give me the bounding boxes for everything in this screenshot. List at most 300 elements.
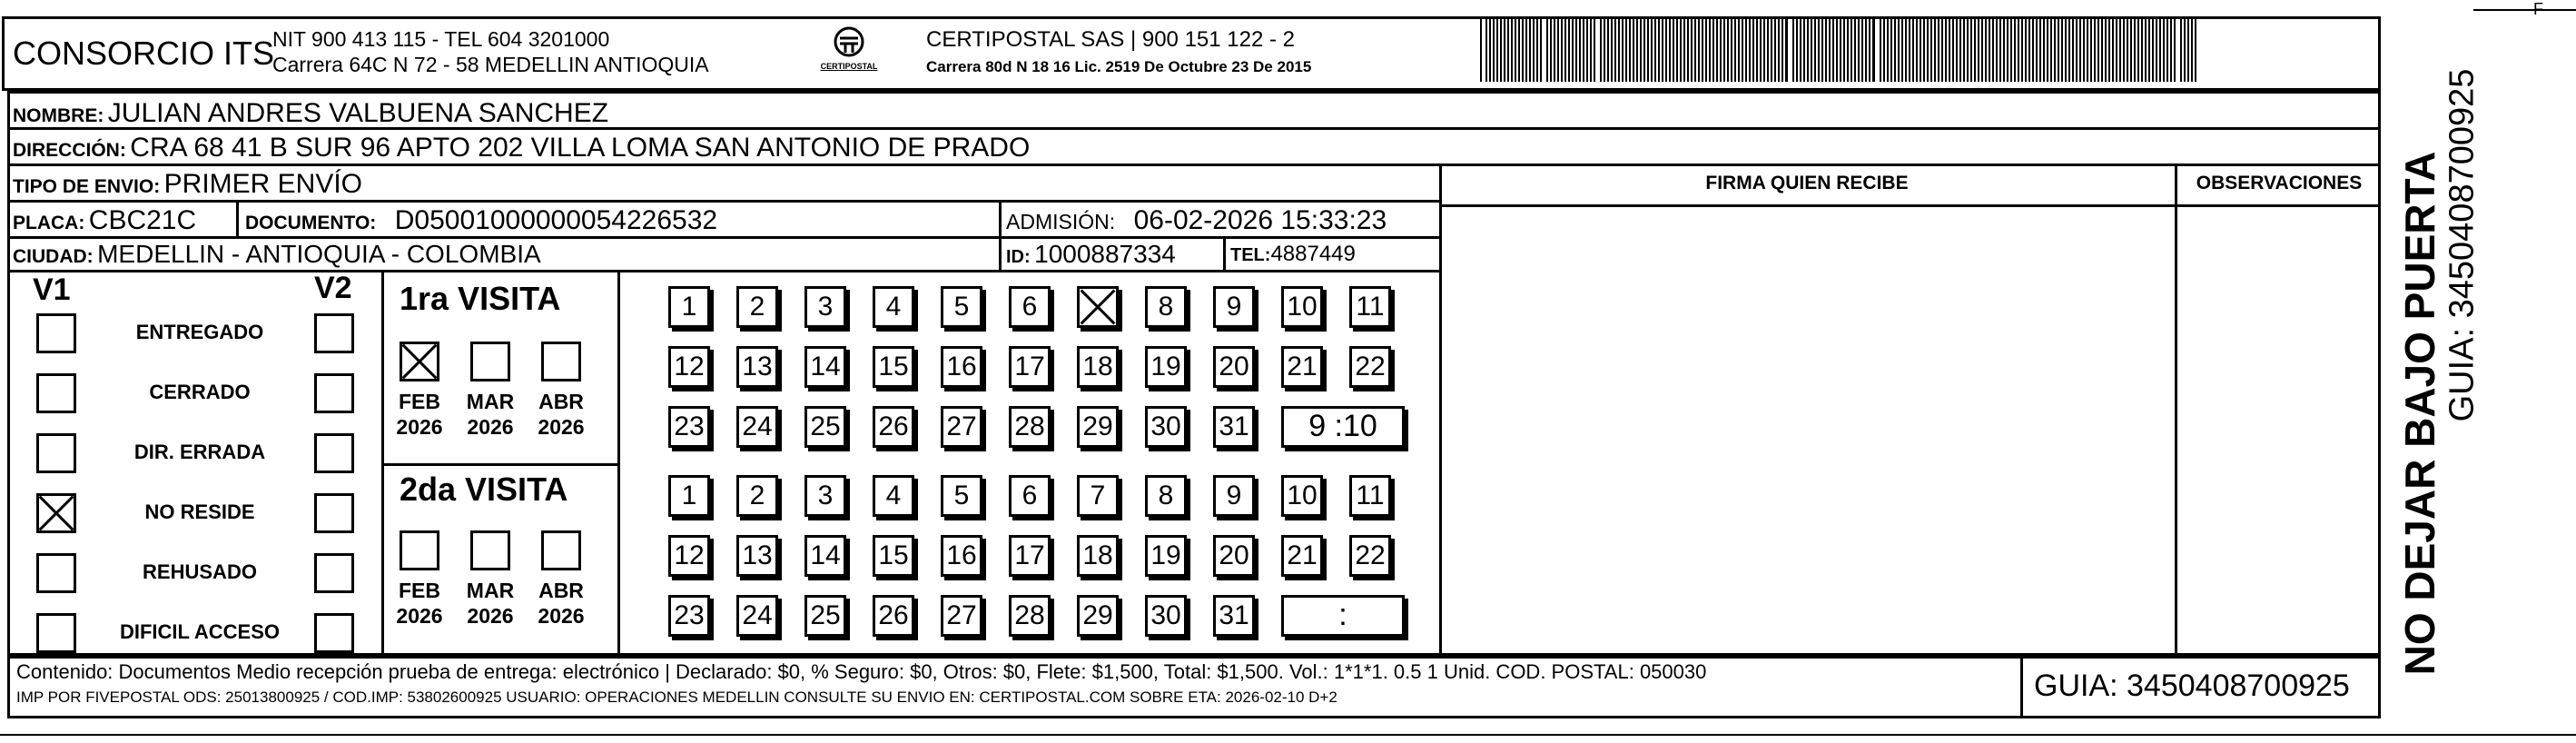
v1-checkbox[interactable] (36, 553, 76, 593)
day-box[interactable]: 4 (873, 286, 914, 328)
day-box-checked[interactable] (1077, 286, 1119, 328)
barcode-bar (2094, 18, 2096, 82)
month-year: 2026 (467, 415, 514, 439)
day-box[interactable]: 23 (668, 595, 710, 637)
barcode-bar (1927, 18, 1929, 82)
day-box[interactable]: 24 (736, 595, 778, 637)
v2-checkbox[interactable] (314, 553, 354, 593)
barcode-bar (1607, 18, 1609, 82)
barcode-bar (1999, 18, 2001, 82)
nombre-label: NOMBRE: (13, 105, 104, 126)
barcode-bar (1778, 18, 1780, 82)
tel-row (1230, 242, 1356, 267)
certipostal-logo (813, 24, 885, 80)
v2-checkbox[interactable] (314, 493, 354, 533)
barcode-bar (1992, 18, 1994, 82)
barcode-bar (1978, 18, 1979, 82)
day-box[interactable]: 1 (668, 286, 710, 328)
tel-label: TEL: (1230, 245, 1271, 265)
barcode-bar (1941, 18, 1943, 82)
barcode-bar (1622, 18, 1624, 82)
barcode-bar (2148, 18, 2150, 82)
barcode-bar (1861, 18, 1863, 82)
documento-row (245, 205, 717, 236)
v2-checkbox[interactable] (314, 613, 354, 653)
barcode-bar (1905, 18, 1907, 82)
barcode-bar (1974, 18, 1976, 82)
time-box[interactable]: : (1281, 595, 1405, 637)
day-box[interactable]: 8 (1145, 286, 1187, 328)
day-box[interactable]: 17 (1009, 346, 1051, 388)
barcode-bar (2134, 18, 2136, 82)
day-box[interactable]: 29 (1077, 595, 1119, 637)
barcode-bar (2184, 18, 2186, 82)
barcode-bar (2116, 18, 2117, 82)
v1-checkbox[interactable] (36, 613, 76, 653)
barcode-bar (1712, 18, 1714, 82)
barcode-bar (1901, 18, 1903, 82)
barcode-bar (1561, 18, 1563, 82)
day-box[interactable]: 20 (1213, 535, 1255, 577)
barcode-bar (1981, 18, 1983, 82)
v2-checkbox[interactable] (314, 433, 354, 473)
admision-label: ADMISIÓN: (1006, 210, 1116, 233)
barcode-bar (2043, 18, 2045, 82)
barcode-bar (1522, 18, 1524, 82)
day-box[interactable]: 30 (1145, 595, 1187, 637)
barcode-bar (1749, 18, 1751, 82)
barcode-bar (1858, 18, 1860, 82)
barcode-bar (1550, 18, 1552, 82)
barcode-bar (2061, 18, 2063, 82)
barcode-bar (2127, 18, 2128, 82)
v1-checkbox[interactable] (36, 313, 76, 353)
barcode-bar (1781, 18, 1783, 82)
barcode-bar (2087, 18, 2088, 82)
barcode-bar (2141, 18, 2143, 82)
month-label: MAR (466, 390, 515, 413)
documento-label: DOCUMENTO: (245, 213, 377, 233)
id-value: 1000887334 (1034, 240, 1176, 268)
day-box[interactable]: 31 (1213, 595, 1255, 637)
day-box[interactable]: 23 (668, 406, 710, 448)
day-box[interactable]: 27 (941, 595, 982, 637)
barcode-bar (1529, 18, 1531, 82)
day-box[interactable]: 28 (1009, 406, 1051, 448)
day-box[interactable]: 3 (804, 286, 846, 328)
v1-label: V1 (33, 272, 71, 307)
day-box[interactable]: 28 (1009, 595, 1051, 637)
day-box[interactable]: 15 (873, 346, 914, 388)
company-info-line1: NIT 900 413 115 - TEL 604 3201000 (272, 27, 610, 51)
barcode-bar (1807, 18, 1809, 82)
barcode-bar (1480, 18, 1482, 82)
barcode-bar (1698, 18, 1700, 82)
barcode-bar (1564, 18, 1566, 82)
footer-frame (7, 653, 2381, 718)
barcode-bar (1945, 18, 1947, 82)
day-box[interactable]: 12 (668, 346, 710, 388)
barcode-bar (2058, 18, 2059, 82)
barcode-bar (1694, 18, 1696, 82)
barcode-bar (1949, 18, 1950, 82)
barcode-bar (2097, 18, 2099, 82)
barcode-bar (1536, 18, 1538, 82)
barcode-bar (1745, 18, 1747, 82)
day-box[interactable]: 21 (1281, 535, 1323, 577)
certipostal-logo-icon (813, 24, 885, 80)
firma-header: FIRMA QUIEN RECIBE (1705, 173, 1909, 193)
day-box[interactable]: 14 (804, 346, 846, 388)
barcode-bar (1869, 18, 1870, 82)
barcode-bar (1956, 18, 1958, 82)
barcode-bar (1883, 18, 1885, 82)
company-name: CONSORCIO ITS (13, 35, 275, 72)
day-box[interactable]: 31 (1213, 406, 1255, 448)
v2-checkbox[interactable] (314, 373, 354, 413)
barcode-bar (1511, 18, 1513, 82)
barcode-bar (2152, 18, 2154, 82)
day-box[interactable]: 10 (1281, 475, 1323, 517)
barcode-bar (1676, 18, 1678, 82)
visit1-title: 1ra VISITA (400, 280, 561, 317)
barcode-bar (1970, 18, 1972, 82)
month-year: 2026 (538, 415, 585, 439)
month-checkbox[interactable] (470, 530, 510, 570)
barcode-bar (2174, 18, 2176, 82)
day-box[interactable]: 3 (804, 475, 846, 517)
barcode-bar (2145, 18, 2147, 82)
status-label: NO RESIDE (144, 500, 255, 523)
barcode-bar (1894, 18, 1896, 82)
month-checkbox[interactable] (400, 342, 439, 381)
barcode-bar (2054, 18, 2056, 82)
barcode-bar (1720, 18, 1722, 82)
barcode-bar (1909, 18, 1910, 82)
barcode-bar (1989, 18, 1990, 82)
barcode-bar (2101, 18, 2103, 82)
nombre-row (13, 98, 608, 129)
barcode-bar (1702, 18, 1703, 82)
documento-value: D05001000000054226532 (394, 205, 718, 235)
barcode-bar (1568, 18, 1570, 82)
status-label: REHUSADO (143, 560, 257, 583)
barcode-bar (1611, 18, 1613, 82)
barcode-bar (1515, 18, 1516, 82)
day-box[interactable]: 16 (941, 535, 982, 577)
nombre-value: JULIAN ANDRES VALBUENA SANCHEZ (107, 98, 609, 128)
day-box[interactable]: 29 (1077, 406, 1119, 448)
barcode-bar (2072, 18, 2074, 82)
day-box[interactable]: 26 (873, 595, 914, 637)
barcode-bar (1767, 18, 1769, 82)
barcode-bar (2090, 18, 2092, 82)
barcode-bar (1629, 18, 1631, 82)
barcode-bar (1847, 18, 1849, 82)
barcode-bar (2014, 18, 2016, 82)
barcode-bar (1540, 18, 1542, 82)
barcode-bar (2108, 18, 2110, 82)
direccion-label: DIRECCIÓN: (13, 140, 126, 161)
month-label: ABR (538, 579, 584, 602)
barcode-bar (2036, 18, 2038, 82)
barcode-bar (1557, 18, 1559, 82)
barcode-bar (2028, 18, 2030, 82)
day-box[interactable]: 4 (873, 475, 914, 517)
carrier-line2: Carrera 80d N 18 16 Lic. 2519 De Octubre 23 De 2015 (926, 58, 1312, 75)
barcode-bar (1651, 18, 1653, 82)
day-box[interactable]: 8 (1145, 475, 1187, 517)
barcode-bar (2156, 18, 2157, 82)
day-box[interactable]: 13 (736, 346, 778, 388)
direccion-row (13, 133, 1030, 163)
barcode-bar (2050, 18, 2052, 82)
barcode-bar (1738, 18, 1740, 82)
visit2-title: 2da VISITA (400, 471, 568, 508)
bottom-line (0, 734, 2576, 736)
day-box[interactable]: 5 (941, 475, 982, 517)
v1-checkbox[interactable] (36, 433, 76, 473)
day-box[interactable]: 25 (804, 406, 846, 448)
barcode-bar (1800, 18, 1801, 82)
barcode-bar (2180, 18, 2182, 82)
day-box[interactable]: 18 (1077, 535, 1119, 577)
barcode-bar (2105, 18, 2107, 82)
day-box[interactable]: 9 (1213, 286, 1255, 328)
day-box[interactable]: 13 (736, 535, 778, 577)
month-checkbox[interactable] (541, 342, 581, 381)
barcode-bar (1618, 18, 1620, 82)
barcode-bar (1643, 18, 1645, 82)
month-checkbox[interactable] (541, 530, 581, 570)
barcode-bar (2079, 18, 2081, 82)
barcode-bar (1554, 18, 1555, 82)
barcode-bar (1832, 18, 1834, 82)
barcode-bar (2187, 18, 2189, 82)
day-box[interactable]: 30 (1145, 406, 1187, 448)
barcode-bar (1763, 18, 1765, 82)
barcode-bar (1680, 18, 1682, 82)
barcode-bar (1485, 18, 1487, 82)
barcode-bar (2039, 18, 2041, 82)
ciudad-value: MEDELLIN - ANTIOQUIA - COLOMBIA (97, 240, 541, 268)
day-box[interactable]: 6 (1009, 475, 1051, 517)
barcode-bar (1636, 18, 1638, 82)
day-box[interactable]: 12 (668, 535, 710, 577)
day-box[interactable]: 2 (736, 286, 778, 328)
day-box[interactable]: 26 (873, 406, 914, 448)
barcode-bar (1734, 18, 1736, 82)
barcode-bar (1985, 18, 1987, 82)
direccion-value: CRA 68 41 B SUR 96 APTO 202 VILLA LOMA SAN ANTONIO DE PRADO (130, 133, 1031, 163)
barcode-bar (2025, 18, 2027, 82)
barcode-bar (1496, 18, 1498, 82)
barcode-bar (1752, 18, 1754, 82)
barcode-bar (1705, 18, 1707, 82)
barcode-bar (1600, 18, 1602, 82)
barcode-bar (1803, 18, 1805, 82)
day-box[interactable]: 1 (668, 475, 710, 517)
side-warning: NO DEJAR BAJO PUERTA (2396, 151, 2443, 676)
tipo-label: TIPO DE ENVIO: (13, 176, 161, 197)
barcode-bar (1930, 18, 1932, 82)
barcode-bar (1533, 18, 1535, 82)
barcode-bar (1640, 18, 1642, 82)
barcode-bar (1518, 18, 1520, 82)
barcode-bar (1880, 18, 1881, 82)
barcode-bar (1647, 18, 1649, 82)
barcode-bar (2076, 18, 2078, 82)
barcode-bar (1920, 18, 1921, 82)
barcode-bar (1952, 18, 1954, 82)
logo-text: CERTIPOSTAL (820, 62, 878, 71)
day-box[interactable]: 6 (1009, 286, 1051, 328)
day-box[interactable]: 2 (736, 475, 778, 517)
barcode-bar (2003, 18, 2005, 82)
barcode-bar (2007, 18, 2008, 82)
barcode-bar (1654, 18, 1656, 82)
barcode-bar (1709, 18, 1711, 82)
day-box[interactable]: 18 (1077, 346, 1119, 388)
barcode-bar (1691, 18, 1693, 82)
barcode-bar (1662, 18, 1663, 82)
day-box[interactable]: 17 (1009, 535, 1051, 577)
day-box[interactable]: 11 (1349, 286, 1391, 328)
day-box[interactable]: 25 (804, 595, 846, 637)
barcode-bar (1916, 18, 1918, 82)
day-box[interactable]: 19 (1145, 535, 1187, 577)
barcode-bar (1912, 18, 1914, 82)
barcode-bar (1792, 18, 1794, 82)
barcode-bar (2047, 18, 2048, 82)
barcode-bar (1760, 18, 1762, 82)
side-guia: GUIA: 3450408700925 (2443, 68, 2482, 422)
day-box[interactable]: 16 (941, 346, 982, 388)
barcode-bar (2195, 18, 2196, 82)
placa-value: CBC21C (88, 205, 197, 235)
day-box[interactable]: 7 (1077, 475, 1119, 517)
barcode-bar (2163, 18, 2165, 82)
barcode-bar (1716, 18, 1718, 82)
corner-line (2473, 9, 2576, 11)
barcode-bar (2159, 18, 2161, 82)
barcode-bar (1669, 18, 1671, 82)
day-box[interactable]: 19 (1145, 346, 1187, 388)
barcode-bar (1658, 18, 1660, 82)
id-label: ID: (1006, 247, 1031, 267)
v2-label: V2 (314, 271, 352, 305)
barcode-bar (2170, 18, 2172, 82)
day-box[interactable]: 10 (1281, 286, 1323, 328)
barcode-bar (1825, 18, 1827, 82)
barcode-bar (1836, 18, 1838, 82)
barcode-bar (1756, 18, 1758, 82)
month-label: MAR (466, 579, 515, 602)
barcode-bar (1687, 18, 1689, 82)
day-box[interactable]: 15 (873, 535, 914, 577)
barcode-bar (1590, 18, 1592, 82)
status-label: ENTREGADO (135, 321, 264, 343)
barcode-bar (1771, 18, 1772, 82)
id-row (1006, 240, 1176, 269)
barcode-bar (2123, 18, 2125, 82)
barcode-bar (1996, 18, 1998, 82)
barcode-bar (1865, 18, 1867, 82)
barcode-bar (1594, 18, 1595, 82)
placa-label: PLACA: (13, 213, 85, 233)
v2-checkbox[interactable] (314, 313, 354, 353)
barcode-bar (2010, 18, 2012, 82)
footer-line2: IMP POR FIVEPOSTAL ODS: 25013800925 / COD.IMP: 53802600925 USUARIO: OPERACIONES MEDELLIN CONSULTE SU ENVIO EN: CERTIPOSTAL.COM SOBRE ETA: 2026-02-10 D+2 (16, 689, 1337, 706)
barcode-bar (1811, 18, 1812, 82)
barcode-bar (1814, 18, 1816, 82)
barcode-bar (2021, 18, 2023, 82)
day-box[interactable]: 9 (1213, 475, 1255, 517)
barcode-bar (1818, 18, 1820, 82)
barcode-bar (1572, 18, 1574, 82)
barcode-bar (2130, 18, 2132, 82)
barcode-bar (1575, 18, 1577, 82)
barcode-bar (1583, 18, 1584, 82)
barcode-bar (1742, 18, 1743, 82)
footer-line1: Contenido: Documentos Medio recepción prueba de entrega: electrónico | Declarado: $0, % Seguro: $0, Otros: $0, Flete: $1,500, Total: $1,500. Vol.: 1*1*1. 0.5 1 Unid. COD. POSTAL: 050030 (16, 660, 1707, 683)
day-box[interactable]: 22 (1349, 535, 1391, 577)
barcode-bar (1665, 18, 1667, 82)
barcode-bar (1898, 18, 1900, 82)
admision-row (1006, 205, 1387, 236)
ciudad-label: CIUDAD: (13, 246, 94, 267)
month-year: 2026 (396, 415, 443, 439)
barcode-bar (1731, 18, 1732, 82)
barcode-bar (1934, 18, 1936, 82)
tel-value: 4887449 (1270, 242, 1356, 266)
barcode-bar (1586, 18, 1588, 82)
barcode-bar (1829, 18, 1831, 82)
month-checkbox[interactable] (400, 530, 439, 570)
barcode-bar (2068, 18, 2070, 82)
day-box[interactable]: 11 (1349, 475, 1391, 517)
v1-checkbox[interactable] (36, 493, 76, 533)
barcode-bar (1604, 18, 1605, 82)
barcode-bar (1887, 18, 1889, 82)
barcode-bar (1796, 18, 1798, 82)
status-label: DIR. ERRADA (133, 441, 266, 463)
month-checkbox[interactable] (470, 342, 510, 381)
day-box[interactable]: 20 (1213, 346, 1255, 388)
barcode-bar (2065, 18, 2067, 82)
barcode-bar (1614, 18, 1616, 82)
barcode-bar (1625, 18, 1627, 82)
day-box[interactable]: 21 (1281, 346, 1323, 388)
time-box[interactable]: 9 :10 (1281, 406, 1405, 448)
barcode-bar (2191, 18, 2193, 82)
barcode-bar (1851, 18, 1852, 82)
day-box[interactable]: 14 (804, 535, 846, 577)
barcode-bar (2083, 18, 2085, 82)
day-box[interactable]: 5 (941, 286, 982, 328)
v1-checkbox[interactable] (36, 373, 76, 413)
month-label: FEB (399, 579, 440, 602)
day-box[interactable]: 22 (1349, 346, 1391, 388)
barcode-bar (2119, 18, 2121, 82)
day-box[interactable]: 27 (941, 406, 982, 448)
status-label: CERRADO (149, 381, 251, 403)
barcode-bar (1923, 18, 1925, 82)
barcode-bar (1872, 18, 1875, 82)
day-box[interactable]: 24 (736, 406, 778, 448)
barcode-bar (1890, 18, 1892, 82)
barcode-bar (1959, 18, 1961, 82)
